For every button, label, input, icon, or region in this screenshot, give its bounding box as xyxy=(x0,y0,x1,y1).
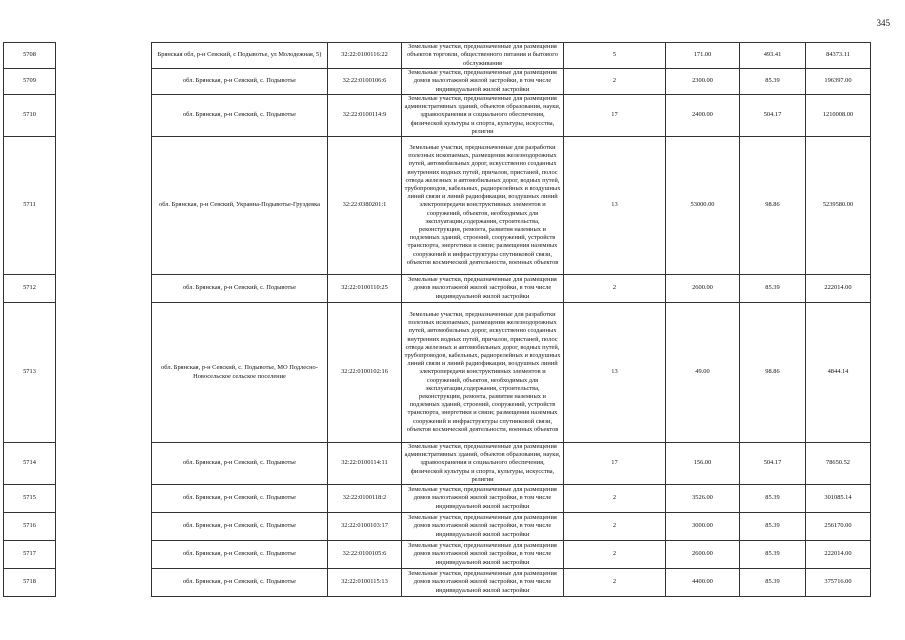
table-row xyxy=(4,513,871,541)
row-number: 5715 xyxy=(4,485,56,513)
area-cell: 3526.00 xyxy=(666,485,740,513)
use-group-cell: 13 xyxy=(564,303,666,443)
rate-cell: 493.41 xyxy=(740,43,806,69)
cadastral-value-cell: 5239580.00 xyxy=(806,137,871,275)
row-number: 5712 xyxy=(4,275,56,303)
cadastral-number-cell: 32:22:0100118:2 xyxy=(328,485,402,513)
permitted-use-cell: Земельные участки, предназначенные для разработки полезных ископаемых, размещения железнодорожных путей, автомобильных дорог, искусственно созданных внутренних водных путей, причалов, пристаней, полос отвода железных и автомобильных дорог, водных путей, трубопроводов, кабельных, радиорелейных и воздушных линий связи и линий радиофикации, воздушных линий электропередачи конструктивных элементов и сооружений, объектов, необходимых для эксплуатации,содержания, строительства, реконструкции, ремонта, развития наземных и подземных зданий, строений, сооружений, устройств транспорта, энергетики и связи; размещения наземных сооружений и инфраструктуры спутниковой связи, объектов космической деятельности, военных объектов xyxy=(402,303,564,443)
address-cell: обл. Брянская, р-н Севский, с. Подывотье xyxy=(152,443,328,485)
permitted-use-cell: Земельные участки, предназначенные для размещения домов малоэтажной жилой застройки, в том числе индивидуальной жилой застройки xyxy=(402,275,564,303)
rate-cell: 504.17 xyxy=(740,95,806,137)
rate-cell: 85.39 xyxy=(740,569,806,597)
use-group-cell: 2 xyxy=(564,541,666,569)
blank-cell xyxy=(56,303,152,443)
area-cell: 2300.00 xyxy=(666,69,740,95)
cadastral-number-cell: 32:22:0380201:1 xyxy=(328,137,402,275)
use-group-cell: 2 xyxy=(564,569,666,597)
cadastral-number-cell: 32:22:0100105:6 xyxy=(328,541,402,569)
blank-cell xyxy=(56,569,152,597)
address-cell: обл. Брянская, р-н Севский, Украина-Подывотье-Груздевка xyxy=(152,137,328,275)
blank-cell xyxy=(56,137,152,275)
cadastral-number-cell: 32:22:0100115:13 xyxy=(328,569,402,597)
row-number: 5716 xyxy=(4,513,56,541)
cadastral-number-cell: 32:22:0100114:9 xyxy=(328,95,402,137)
area-cell: 3000.00 xyxy=(666,513,740,541)
row-number: 5717 xyxy=(4,541,56,569)
cadastral-value-cell: 196397.00 xyxy=(806,69,871,95)
permitted-use-cell: Земельные участки, предназначенные для размещения домов малоэтажной жилой застройки, в том числе индивидуальной жилой застройки xyxy=(402,541,564,569)
address-cell: обл. Брянская, р-н Севский, с. Подывотье xyxy=(152,485,328,513)
blank-cell xyxy=(56,513,152,541)
use-group-cell: 2 xyxy=(564,513,666,541)
cadastral-value-cell: 301085.14 xyxy=(806,485,871,513)
row-number: 5713 xyxy=(4,303,56,443)
cadastral-value-cell: 78650.52 xyxy=(806,443,871,485)
address-cell: обл. Брянская, р-н Севский, с. Подывотье xyxy=(152,275,328,303)
rate-cell: 85.39 xyxy=(740,275,806,303)
table-row xyxy=(4,485,871,513)
row-number: 5718 xyxy=(4,569,56,597)
use-group-cell: 17 xyxy=(564,95,666,137)
permitted-use-cell: Земельные участки, предназначенные для разработки полезных ископаемых, размещения железнодорожных путей, автомобильных дорог, искусственно созданных внутренних водных путей, причалов, пристаней, полос отвода железных и автомобильных дорог, водных путей, трубопроводов, кабельных, радиорелейных и воздушных линий связи и линий радиофикации, воздушных линий электропередачи конструктивных элементов и сооружений, объектов, необходимых для эксплуатации,содержания, строительства, реконструкции, ремонта, развития наземных и подземных зданий, строений, сооружений, устройств транспорта, энергетики и связи; размещения наземных сооружений и инфраструктуры спутниковой связи, объектов космической деятельности, военных объектов xyxy=(402,137,564,275)
row-number: 5714 xyxy=(4,443,56,485)
row-number: 5711 xyxy=(4,137,56,275)
address-cell: Брянская обл, р-н Севский, с Подывотье, ул Молодежная, 5) xyxy=(152,43,328,69)
blank-cell xyxy=(56,43,152,69)
rate-cell: 98.86 xyxy=(740,303,806,443)
table-row xyxy=(4,541,871,569)
table-row xyxy=(4,137,871,275)
area-cell: 2400.00 xyxy=(666,95,740,137)
blank-cell xyxy=(56,69,152,95)
address-cell: обл. Брянская, р-н Севский, с. Подывотье xyxy=(152,569,328,597)
address-cell: обл. Брянская, р-н Севский, с. Подывотье xyxy=(152,95,328,137)
cadastral-value-cell: 222014.00 xyxy=(806,275,871,303)
permitted-use-cell: Земельные участки, предназначенные для размещения административных зданий, объектов образования, науки, здравоохранения и социального обеспечения, физической культуры и спорта, культуры, искусства, религии xyxy=(402,443,564,485)
area-cell: 171.00 xyxy=(666,43,740,69)
rate-cell: 85.39 xyxy=(740,541,806,569)
table-row xyxy=(4,43,871,69)
land-plot-table xyxy=(3,42,871,597)
use-group-cell: 2 xyxy=(564,69,666,95)
cadastral-value-cell: 256170.00 xyxy=(806,513,871,541)
table-row xyxy=(4,303,871,443)
area-cell: 4400.00 xyxy=(666,569,740,597)
row-number: 5710 xyxy=(4,95,56,137)
area-cell: 2600.00 xyxy=(666,275,740,303)
table-row xyxy=(4,569,871,597)
row-number: 5709 xyxy=(4,69,56,95)
address-cell: обл. Брянская, р-н Севский, с. Подывотье xyxy=(152,541,328,569)
blank-cell xyxy=(56,485,152,513)
blank-cell xyxy=(56,95,152,137)
permitted-use-cell: Земельные участки, предназначенные для размещения объектов торговли, общественного питания и бытового обслуживания xyxy=(402,43,564,69)
address-cell: обл. Брянская, р-н Севский, с. Подывотье xyxy=(152,513,328,541)
cadastral-number-cell: 32:22:0100106:6 xyxy=(328,69,402,95)
permitted-use-cell: Земельные участки, предназначенные для размещения административных зданий, объектов образования, науки, здравоохранения и социального обеспечения, физической культуры и спорта, культуры, искусства, религии xyxy=(402,95,564,137)
cadastral-value-cell: 4844.14 xyxy=(806,303,871,443)
cadastral-value-cell: 84373.11 xyxy=(806,43,871,69)
blank-cell xyxy=(56,275,152,303)
table-row xyxy=(4,69,871,95)
permitted-use-cell: Земельные участки, предназначенные для размещения домов малоэтажной жилой застройки, в том числе индивидуальной жилой застройки xyxy=(402,69,564,95)
area-cell: 156.00 xyxy=(666,443,740,485)
rate-cell: 85.39 xyxy=(740,69,806,95)
permitted-use-cell: Земельные участки, предназначенные для размещения домов малоэтажной жилой застройки, в том числе индивидуальной жилой застройки xyxy=(402,513,564,541)
address-cell: обл. Брянская, р-н Севский, с. Подывотье xyxy=(152,69,328,95)
page-number: 345 xyxy=(876,18,890,28)
use-group-cell: 13 xyxy=(564,137,666,275)
permitted-use-cell: Земельные участки, предназначенные для размещения домов малоэтажной жилой застройки, в том числе индивидуальной жилой застройки xyxy=(402,485,564,513)
cadastral-number-cell: 32:22:0100114:11 xyxy=(328,443,402,485)
area-cell: 49.00 xyxy=(666,303,740,443)
permitted-use-cell: Земельные участки, предназначенные для размещения домов малоэтажной жилой застройки, в том числе индивидуальной жилой застройки xyxy=(402,569,564,597)
cadastral-value-cell: 375716.00 xyxy=(806,569,871,597)
use-group-cell: 17 xyxy=(564,443,666,485)
address-cell: обл. Брянская, р-н Севский, с. Подывотье, МО Подлесно-Новосельское сельское поселение xyxy=(152,303,328,443)
rate-cell: 85.39 xyxy=(740,485,806,513)
use-group-cell: 5 xyxy=(564,43,666,69)
cadastral-number-cell: 32:22:0100102:16 xyxy=(328,303,402,443)
cadastral-number-cell: 32:22:0100103:17 xyxy=(328,513,402,541)
cadastral-value-cell: 222014.00 xyxy=(806,541,871,569)
table-row xyxy=(4,275,871,303)
blank-cell xyxy=(56,541,152,569)
cadastral-number-cell: 32:22:0100116:22 xyxy=(328,43,402,69)
area-cell: 53000.00 xyxy=(666,137,740,275)
blank-cell xyxy=(56,443,152,485)
use-group-cell: 2 xyxy=(564,275,666,303)
rate-cell: 85.39 xyxy=(740,513,806,541)
row-number: 5708 xyxy=(4,43,56,69)
cadastral-value-cell: 1210008.00 xyxy=(806,95,871,137)
cadastral-number-cell: 32:22:0100110:25 xyxy=(328,275,402,303)
rate-cell: 504.17 xyxy=(740,443,806,485)
table-row xyxy=(4,95,871,137)
use-group-cell: 2 xyxy=(564,485,666,513)
rate-cell: 98.86 xyxy=(740,137,806,275)
area-cell: 2600.00 xyxy=(666,541,740,569)
table-row xyxy=(4,443,871,485)
